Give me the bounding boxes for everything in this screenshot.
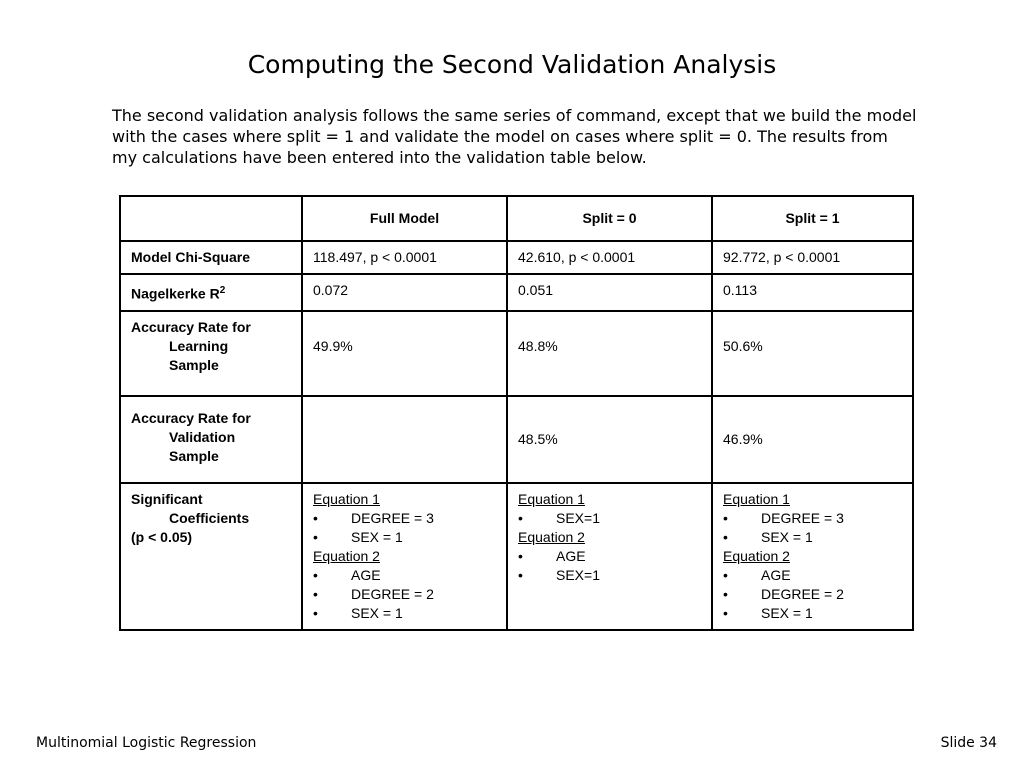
equation-heading: Equation 1 <box>518 490 585 507</box>
header-split-1: Split = 1 <box>712 196 913 241</box>
row-label-coefficients <box>120 483 302 630</box>
list-item: • SEX = 1 <box>723 528 902 547</box>
label-line: Coefficients <box>169 509 250 526</box>
cell-acc-learn-split1: 50.6% <box>712 311 913 396</box>
list-item: • DEGREE = 2 <box>313 585 496 604</box>
cell-acc-val-full <box>302 396 507 483</box>
cell-nag-split0: 0.051 <box>507 274 712 311</box>
row-label-accuracy-learning <box>120 311 302 396</box>
coefficient-list <box>723 509 902 547</box>
cell-chi-split0: 42.610, p < 0.0001 <box>507 241 712 274</box>
coefficient-list <box>313 509 496 547</box>
coefficient-list <box>518 547 701 585</box>
label-line: Significant <box>131 490 203 507</box>
cell-chi-split1: 92.772, p < 0.0001 <box>712 241 913 274</box>
cell-acc-learn-split0: 48.8% <box>507 311 712 396</box>
list-item: • DEGREE = 2 <box>723 585 902 604</box>
label-line: (p < 0.05) <box>131 528 193 545</box>
cell-acc-val-split1: 46.9% <box>712 396 913 483</box>
header-full-model: Full Model <box>302 196 507 241</box>
table-row <box>120 483 913 630</box>
list-item: • AGE <box>723 566 902 585</box>
table-header-row <box>120 196 913 241</box>
table-row <box>120 396 913 483</box>
header-empty-cell <box>120 196 302 241</box>
slide-title: Computing the Second Validation Analysis <box>247 50 777 79</box>
label-line: Validation <box>169 428 236 445</box>
list-item: • DEGREE = 3 <box>723 509 902 528</box>
list-item: • SEX = 1 <box>313 604 496 623</box>
coefficient-list <box>313 566 496 623</box>
equation-heading: Equation 1 <box>313 490 380 507</box>
intro-paragraph: The second validation analysis follows the same series of command, except that we build the model with the cases where split = 1 and validate the model on cases where split = 0. The results from my calculations have been entered into the validation table below. <box>112 106 917 167</box>
cell-coef-split0 <box>507 483 712 630</box>
footer-slide-number: Slide 34 <box>940 735 997 751</box>
footer-course-title: Multinomial Logistic Regression <box>36 735 257 751</box>
list-item: • AGE <box>313 566 496 585</box>
list-item: • AGE <box>518 547 701 566</box>
list-item: • DEGREE = 3 <box>313 509 496 528</box>
row-label-chi-square: Model Chi-Square <box>120 241 302 274</box>
equation-heading: Equation 2 <box>518 528 585 545</box>
table-row <box>120 311 913 396</box>
coefficient-list <box>723 566 902 623</box>
cell-chi-full: 118.497, p < 0.0001 <box>302 241 507 274</box>
label-line: Sample <box>169 447 219 464</box>
row-label-nagelkerke <box>120 274 302 311</box>
validation-table <box>119 195 914 631</box>
label-line: Learning <box>169 337 229 354</box>
cell-coef-split1 <box>712 483 913 630</box>
table-row <box>120 274 913 311</box>
equation-heading: Equation 1 <box>723 490 790 507</box>
nagelkerke-label-text: Nagelkerke R <box>131 285 220 302</box>
cell-nag-full: 0.072 <box>302 274 507 311</box>
list-item: • SEX=1 <box>518 566 701 585</box>
list-item: • SEX=1 <box>518 509 701 528</box>
list-item: • SEX = 1 <box>723 604 902 623</box>
table-row <box>120 241 913 274</box>
label-line: Accuracy Rate for <box>131 409 251 426</box>
equation-heading: Equation 2 <box>723 547 790 564</box>
label-line: Accuracy Rate for <box>131 318 251 335</box>
cell-nag-split1: 0.113 <box>712 274 913 311</box>
list-item: • SEX = 1 <box>313 528 496 547</box>
label-line: Sample <box>169 356 219 373</box>
cell-acc-learn-full: 49.9% <box>302 311 507 396</box>
cell-coef-full <box>302 483 507 630</box>
equation-heading: Equation 2 <box>313 547 380 564</box>
nagelkerke-superscript: 2 <box>219 285 226 296</box>
header-split-0: Split = 0 <box>507 196 712 241</box>
coefficient-list <box>518 509 701 528</box>
row-label-accuracy-validation <box>120 396 302 483</box>
cell-acc-val-split0: 48.5% <box>507 396 712 483</box>
